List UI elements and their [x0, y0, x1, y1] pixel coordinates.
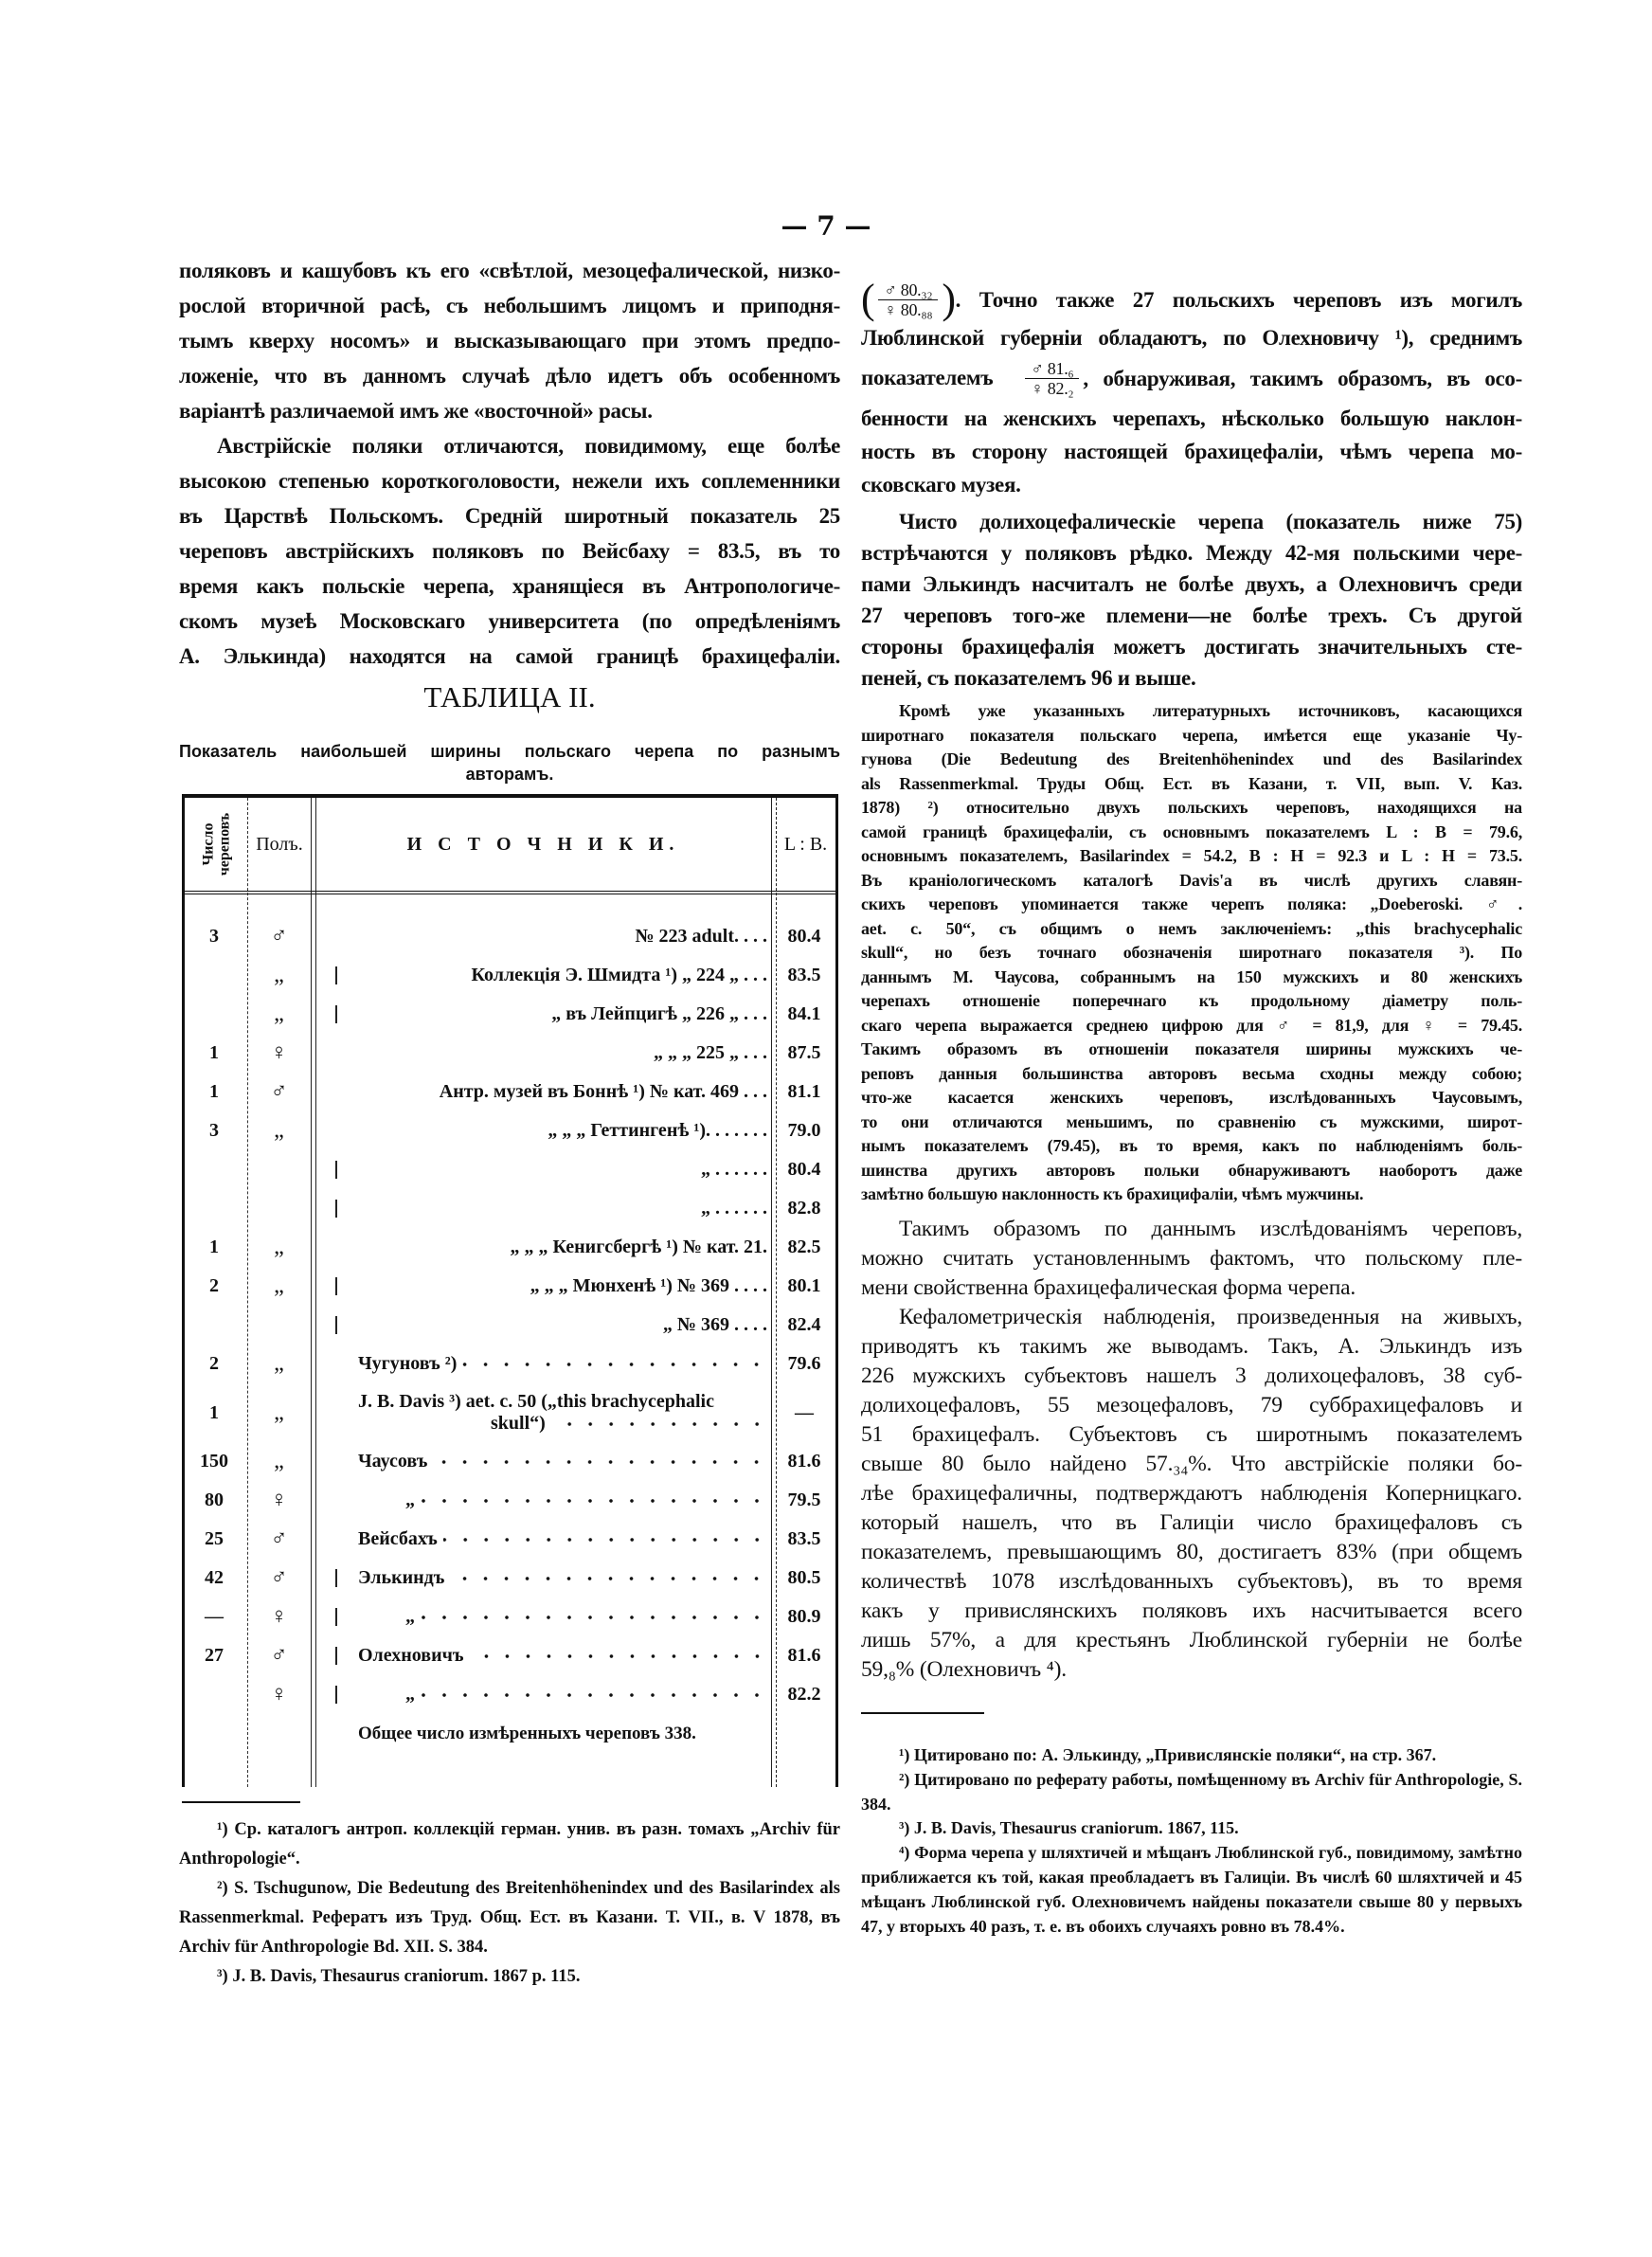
table-header: [185, 798, 835, 894]
source-cell: [322, 1684, 767, 1706]
sex-symbol: „: [274, 1273, 284, 1298]
lb-index-value: 82.5: [787, 1237, 821, 1257]
sex-symbol: ♂: [270, 1079, 288, 1104]
text-line: пеней, съ показателемъ 96 и выше.: [861, 666, 1196, 690]
text-line: рослой вторичной расѣ, съ небольшимъ лицомъ и приподня-: [179, 294, 840, 317]
text-line: бенности на женскихъ черепахъ, нѣсколько большую наклон-: [861, 406, 1522, 430]
header-count: [185, 798, 247, 891]
text-line: въ Царствѣ Польскомъ. Средній широтный показатель 25: [179, 504, 840, 528]
skull-count: 1: [209, 1081, 219, 1102]
footnote: ¹) Ср. каталогъ антроп. коллекцій герман. унив. въ разн. томахъ „Archiv für Anthropologie“.: [179, 1820, 840, 1869]
lb-index-value: 80.1: [787, 1275, 821, 1296]
skull-index-table: [182, 794, 838, 1787]
dot-leader: [450, 1576, 767, 1581]
paren-open: (: [861, 276, 875, 322]
skull-count: 3: [209, 926, 219, 947]
table-row: [185, 1345, 835, 1383]
source-cell: [322, 1391, 767, 1435]
source-text: „: [405, 1684, 415, 1705]
text-line: череповъ австрійскихъ поляковъ по Вейсбаху = 83.5, въ то: [179, 539, 840, 563]
text-line: широтнаго показателя польскаго черепа, имѣется еще указаніе Чу-: [861, 725, 1522, 745]
skull-count: —: [205, 1606, 224, 1627]
source-cell: [322, 965, 767, 986]
text-line: Такимъ образомъ въ отношеніи показателя ширины мужскихъ че-: [861, 1039, 1522, 1058]
source-text: „ . . . . . .: [701, 1159, 767, 1180]
table-row: [185, 1111, 835, 1150]
source-cell: [322, 1353, 767, 1375]
source-cell: [322, 1528, 767, 1550]
dot-leader: [551, 1421, 767, 1427]
text-line: скаго черепа выражается среднею цифрою для ♂ = 81,9, для ♀ = 79.45.: [861, 1015, 1522, 1035]
source-text: „ „ „ Геттингенѣ ¹). . . . . . .: [548, 1120, 767, 1141]
table-row: [185, 1034, 835, 1073]
lb-index-value: 79.5: [787, 1490, 821, 1510]
text-line: даннымъ М. Чаусова, собраннымъ на 150 мужскихъ и 80 женскихъ: [861, 966, 1522, 986]
source-cell: [322, 926, 767, 948]
lb-index-value: 83.5: [787, 1528, 821, 1549]
skull-count: 150: [200, 1451, 228, 1472]
source-text: [358, 1391, 767, 1435]
source-text: „ „ „ 225 „ . . .: [654, 1042, 767, 1063]
text-line: свыше 80 было найдено 57.₃₄%. Что австрійскіе поляки бо-: [861, 1452, 1522, 1476]
table-row: [185, 1559, 835, 1598]
text-line: приводятъ къ такимъ же выводамъ. Такъ, А. Элькиндъ изъ: [861, 1334, 1522, 1359]
source-text: „ № 369 . . . .: [662, 1314, 767, 1335]
source-line: [358, 1413, 767, 1435]
lb-index-value: 87.5: [787, 1042, 821, 1063]
table-row: [185, 1306, 835, 1345]
source-line: J. B. Davis ³) aet. c. 50 („this brachycephalic: [358, 1391, 714, 1412]
text-line: Такимъ образомъ по даннымъ изслѣдованіямъ череповъ,: [899, 1217, 1522, 1241]
intro-lines: [861, 402, 1522, 501]
footnote: ³) J. B. Davis, Thesaurus craniorum. 1867, 115.: [899, 1818, 1239, 1838]
lb-index-value: 82.8: [787, 1198, 821, 1219]
lb-index-value: 81.1: [787, 1081, 821, 1102]
text-line: 1878) ²) относительно двухъ польскихъ череповъ, находящихся на: [861, 798, 1522, 817]
text-line: skull“, но безъ точнаго обозначенія широтнаго показателя ³). По: [861, 943, 1522, 962]
lb-index-value: 80.9: [787, 1606, 821, 1627]
text-line: Кромѣ уже указанныхъ литературныхъ источниковъ, касающихся: [899, 701, 1522, 720]
source-cell: [322, 1724, 767, 1744]
sex-symbol: „: [274, 1399, 284, 1425]
table-row: [185, 1481, 835, 1520]
footnote: ²) Цитировано по реферату работы, помѣщенному въ Archiv für Anthropologie, S. 384.: [861, 1769, 1522, 1814]
text-line: гунова (Die Bedeutung des Breitenhöhenindex und des Basilarindex: [861, 749, 1522, 768]
table-subtitle: [179, 740, 840, 785]
skull-count: 2: [209, 1275, 219, 1296]
text-line: поляковъ и кашубовъ къ его «свѣтлой, мезоцефалической, низко-: [179, 259, 840, 282]
text-line: тымъ кверху носомъ» и высказывающаго при этомъ предпо-: [179, 329, 840, 352]
source-text: № 223 adult. . . .: [635, 926, 767, 947]
text-line: который нашелъ, что въ Галиціи число брахицефаловъ съ: [861, 1510, 1522, 1535]
source-text: „ „ „ Кенигсбергѣ ¹) № кат. 21.: [510, 1237, 767, 1257]
source-cell: [322, 1314, 767, 1336]
text-line: 59,₈% (Олехновичъ ⁴).: [861, 1657, 1067, 1682]
text-line: показателемъ, превышающимъ 80, достигаетъ 83% (при общемъ: [861, 1540, 1522, 1564]
lb-index-value: 81.6: [787, 1451, 821, 1472]
text-fragment: , обнаруживая, такимъ образомъ, въ осо-: [1083, 366, 1522, 390]
paren-close: ): [942, 276, 956, 322]
text-line: сковскаго музея.: [861, 473, 1021, 497]
table-row: [185, 1228, 835, 1267]
right-footnotes: [861, 1743, 1522, 1939]
sex-symbol: „: [274, 963, 284, 987]
text-line: Кефалометрическія наблюденія, произведенныя на живыхъ,: [899, 1305, 1522, 1329]
text-line: als Rassenmerkmal. Труды Общ. Ест. въ Казани, т. VII, вып. V. Каз.: [861, 773, 1522, 793]
dot-leader: [433, 1459, 767, 1465]
sex-symbol: „: [274, 1118, 284, 1143]
text-line: самой границѣ брахицефаліи, съ основнымъ показателемъ L : B = 79.6,: [861, 822, 1522, 841]
sex-symbol: ♀: [270, 1040, 288, 1065]
skull-count: 1: [209, 1401, 219, 1423]
skull-count: 1: [209, 1042, 219, 1063]
footnote: ⁴) Форма черепа у шляхтичей и мѣщанъ Люблинской губ., повидимому, замѣтно приближается къ той, какая преобладаетъ въ Галиціи. Въ числѣ 60 шляхтичей и 45 мѣщанъ Люблинской губ. Олехновичемъ найдены показатели свыше 80 у первыхъ 47, у вторыхъ 40 разъ, т. е. въ обоихъ случаяхъ ровно въ 78.4%.: [861, 1843, 1522, 1936]
source-cell: [322, 1042, 767, 1064]
source-cell: [322, 1081, 767, 1103]
right-paragraph-dolichocephaly: [861, 506, 1522, 694]
table-row: [185, 1636, 835, 1675]
dot-leader: [462, 1362, 767, 1367]
footnote: ³) J. B. Davis, Thesaurus craniorum. 1867 p. 115.: [217, 1967, 581, 1986]
lb-index-value: 84.1: [787, 1003, 821, 1024]
source-cell: [322, 1490, 767, 1511]
source-text: „ „ „ Мюнхенѣ ¹) № 369 . . . .: [530, 1275, 767, 1296]
lb-index-value: 83.5: [787, 965, 821, 985]
footnote: ¹) Цитировано по: А. Элькинду, „Привислянскіе поляки“, на стр. 367.: [899, 1745, 1437, 1764]
text-line: 226 мужскихъ субъектовъ нашелъ 3 долихоцефаловъ, 38 суб-: [861, 1363, 1522, 1388]
sex-symbol: „: [274, 1351, 284, 1376]
sex-symbol: ♀: [270, 1604, 288, 1629]
text-line: встрѣчаются у поляковъ рѣдко. Между 42-мя польскими чере-: [861, 541, 1522, 565]
source-cell: [322, 1120, 767, 1142]
table-row: [185, 1520, 835, 1559]
sex-symbol: ♀: [270, 1682, 288, 1706]
sex-symbol: „: [274, 1235, 284, 1259]
lb-index-value: 80.5: [787, 1567, 821, 1588]
source-text: Антр. музей въ Боннѣ ¹) № кат. 469 . . .: [439, 1081, 767, 1102]
text-line: [861, 278, 1522, 321]
table-row: [185, 1189, 835, 1228]
dot-leader: [421, 1692, 767, 1698]
text-line: долихоцефаловъ, 55 мезоцефаловъ, 79 суббрахицефаловъ и: [861, 1393, 1522, 1417]
text-line: нымъ показателемъ (79.45), въ то время, какъ по наблюденіямъ боль-: [861, 1136, 1522, 1155]
text-line: ность въ сторону настоящей брахицефаліи, чѣмъ черепа мо-: [861, 440, 1522, 463]
source-cell: [322, 1159, 767, 1181]
source-text: Чаусовъ: [358, 1451, 428, 1472]
right-lower-paragraphs: [861, 1215, 1522, 1685]
sex-symbol: „: [274, 1449, 284, 1473]
lb-index-value: 82.2: [787, 1684, 821, 1705]
text-line: высокою степенью короткоголовости, нежели ихъ соплеменники: [179, 469, 840, 493]
text-line: 51 брахицефалъ. Субъектовъ съ широтнымъ показателемъ: [861, 1422, 1522, 1447]
skull-count: 80: [205, 1490, 224, 1510]
text-line: можно считать установленнымъ фактомъ, что польскому пле-: [861, 1246, 1522, 1271]
subtitle-line: Показатель наибольшей ширины польскаго черепа по разнымъ: [179, 742, 840, 761]
table-total-row: [185, 1714, 835, 1753]
text-line: А. Элькинда) находятся на самой границѣ брахицефаліи.: [179, 644, 840, 668]
lb-index-value: 82.4: [787, 1314, 821, 1335]
source-cell: [322, 1451, 767, 1472]
text-line: стороны брахицефалія можетъ достигать значительныхъ сте-: [861, 635, 1522, 659]
lb-index-value: 81.6: [787, 1645, 821, 1666]
source-text: Чугуновъ ²): [358, 1353, 458, 1374]
header-count-label: Число череповъ: [200, 812, 233, 876]
text-line: пами Элькиндъ насчиталъ не болѣе двухъ, а Олехновичъ среди: [861, 572, 1522, 596]
table-row: [185, 956, 835, 995]
text-line: черепахъ отношеніе поперечнаго къ продольному діаметру поль-: [861, 991, 1522, 1010]
paragraph: [861, 1215, 1522, 1303]
source-text: Коллекція Э. Шмидта ¹) „ 224 „ . . .: [471, 965, 767, 985]
skull-count: 1: [209, 1237, 219, 1257]
text-line: реповъ данныя большинства авторовъ весьма сходны между собою;: [861, 1063, 1522, 1083]
text-line: лѣе брахицефаличны, подтверждаютъ наблюденія Коперницкаго.: [861, 1481, 1522, 1506]
source-text: „ въ Лейпцигѣ „ 226 „ . . .: [551, 1003, 767, 1024]
source-text: Элькиндъ: [358, 1567, 445, 1588]
paragraph: [179, 253, 840, 428]
table-row: [185, 1150, 835, 1189]
text-line: время какъ польскіе черепа, хранящіеся въ Антропологиче-: [179, 574, 840, 598]
skull-count: 27: [205, 1645, 224, 1666]
table-row: [185, 1598, 835, 1636]
footnote-separator: [861, 1712, 984, 1714]
table-row: [185, 1675, 835, 1714]
source-text: „: [405, 1490, 415, 1510]
page-number: — 7 —: [781, 210, 871, 242]
text-fragment: показателемъ: [861, 366, 994, 389]
text-line: aet. c. 50“, съ общимъ о немъ заключеніемъ: „this brachycephalic: [861, 918, 1522, 938]
table-title: ТАБЛИЦА II.: [423, 680, 596, 713]
source-cell: [322, 1198, 767, 1219]
source-cell: [322, 1003, 767, 1025]
text-line: количествѣ 1078 изслѣдованныхъ субъектовъ), въ то время: [861, 1569, 1522, 1594]
text-line: 27 череповъ того-же племени—не болѣе трехъ. Съ другой: [861, 604, 1522, 627]
source-cell: [322, 1275, 767, 1297]
text-line: какъ у привислянскихъ поляковъ ихъ насчитывается всего: [861, 1598, 1522, 1623]
fraction-female: ♀ 82.₂: [1031, 378, 1074, 398]
dot-leader: [443, 1537, 767, 1543]
footnote-separator: [182, 1801, 300, 1803]
footnote: ²) S. Tschugunow, Die Bedeutung des Breitenhöhenindex und des Basilarindex als Rassenmerkmal. Рефератъ изъ Труд. Общ. Ест. въ Казани. Т. VII., в. V 1878, въ Archiv für Anthropologie Bd. XII. S. 384.: [179, 1879, 840, 1957]
text-line: скомъ музеѣ Московскаго университета (по опредѣленіямъ: [179, 609, 840, 633]
fraction-female: ♀ 80.₈₈: [884, 299, 933, 319]
sex-symbol: „: [274, 1002, 284, 1026]
text-line: замѣтно большую наклонность къ брахицифаліи, чѣмъ мужчины.: [861, 1184, 1364, 1203]
index-fraction: [878, 280, 938, 319]
sex-symbol: ♂: [270, 1526, 288, 1551]
sex-symbol: ♂: [270, 1565, 288, 1590]
table-row: [185, 995, 835, 1034]
source-line-text: skull“): [491, 1413, 546, 1434]
sex-symbol: ♀: [270, 1488, 288, 1512]
index-fraction: [1025, 359, 1079, 398]
source-text: Вейсбахъ: [358, 1528, 438, 1549]
table-body: [185, 917, 835, 1753]
header-sex: Полъ.: [256, 833, 303, 855]
sex-symbol: ♂: [270, 1643, 288, 1668]
skull-count: 42: [205, 1567, 224, 1588]
lb-index-value: 80.4: [787, 1159, 821, 1180]
lb-index-value: 79.6: [787, 1353, 821, 1374]
total-text: Общее число измѣренныхъ череповъ 338.: [358, 1723, 696, 1743]
fraction-male: ♂ 81.₆: [1025, 359, 1079, 379]
text-line: то они отличаются меньшимъ, по сравненію съ мужскими, широт-: [861, 1111, 1522, 1131]
lb-index-value: —: [795, 1401, 814, 1423]
skull-count: 3: [209, 1120, 219, 1141]
text-line: варіантѣ различаемой имъ же «восточной» расы.: [179, 399, 653, 423]
text-line: мени свойственна брахицефалическая форма черепа.: [861, 1275, 1356, 1300]
header-lb: L : B.: [783, 833, 828, 855]
paragraph: [861, 1303, 1522, 1685]
skull-count: 2: [209, 1353, 219, 1374]
table-row: [185, 1073, 835, 1111]
text-line: Люблинской губерніи обладаютъ, по Олехновичу ¹), среднимъ: [861, 326, 1522, 350]
header-sources: И С Т О Ч Н И К И.: [406, 833, 680, 855]
text-line: [861, 354, 1522, 402]
text-line: шинства другихъ авторовъ польки обнаруживаютъ наоборотъ даже: [861, 1160, 1522, 1180]
text-line: . Точно также 27 польскихъ череповъ изъ могилъ: [955, 287, 1522, 312]
source-cell: [322, 1237, 767, 1258]
dot-leader: [421, 1498, 767, 1504]
skull-count: 25: [205, 1528, 224, 1549]
lb-index-value: 80.4: [787, 926, 821, 947]
text-line: основнымъ показателемъ, Basilarindex = 54.2, B : H = 92.3 и L : H = 73.5.: [861, 846, 1522, 865]
left-column-text: [179, 253, 840, 674]
text-line: лишь 57%, а для крестьянъ Люблинской губерніи не болѣе: [861, 1628, 1522, 1652]
source-text: „: [405, 1606, 415, 1627]
sex-symbol: ♂: [270, 924, 288, 948]
table-row: [185, 917, 835, 956]
fraction-male: ♂ 80.₃₂: [878, 280, 938, 300]
text-line: ложеніе, что въ данномъ случаѣ дѣло идетъ объ особенномъ: [179, 364, 840, 388]
source-text: Олехновичъ: [358, 1645, 464, 1666]
text-line: Въ краніологическомъ каталогѣ Davis'a въ числѣ другихъ славян-: [861, 870, 1522, 890]
dot-leader: [421, 1615, 767, 1620]
table-row: [185, 1442, 835, 1481]
left-footnotes: [179, 1815, 840, 1992]
text-line: Чисто долихоцефалическіе черепа (показатель ниже 75): [899, 510, 1522, 533]
paragraph: [179, 428, 840, 674]
dot-leader: [470, 1653, 767, 1659]
source-cell: [322, 1567, 767, 1589]
lb-index-value: 79.0: [787, 1120, 821, 1141]
text-line: что-же касается женскихъ череповъ, изслѣдованныхъ Чаусовымъ,: [861, 1088, 1522, 1107]
source-text: „ . . . . . .: [701, 1198, 767, 1219]
table-row: [185, 1267, 835, 1306]
source-cell: [322, 1606, 767, 1628]
text-line: скихъ череповъ упоминается также черепъ поляка: „Doeberoski. ♂.: [861, 894, 1522, 913]
table-row: [185, 1383, 835, 1442]
subtitle-line: авторамъ.: [465, 765, 554, 784]
right-column-intro: [861, 278, 1522, 501]
right-small-paragraph: [861, 699, 1522, 1207]
source-cell: [322, 1645, 767, 1667]
text-line: Австрійскіе поляки отличаются, повидимому, еще болѣе: [217, 434, 840, 458]
